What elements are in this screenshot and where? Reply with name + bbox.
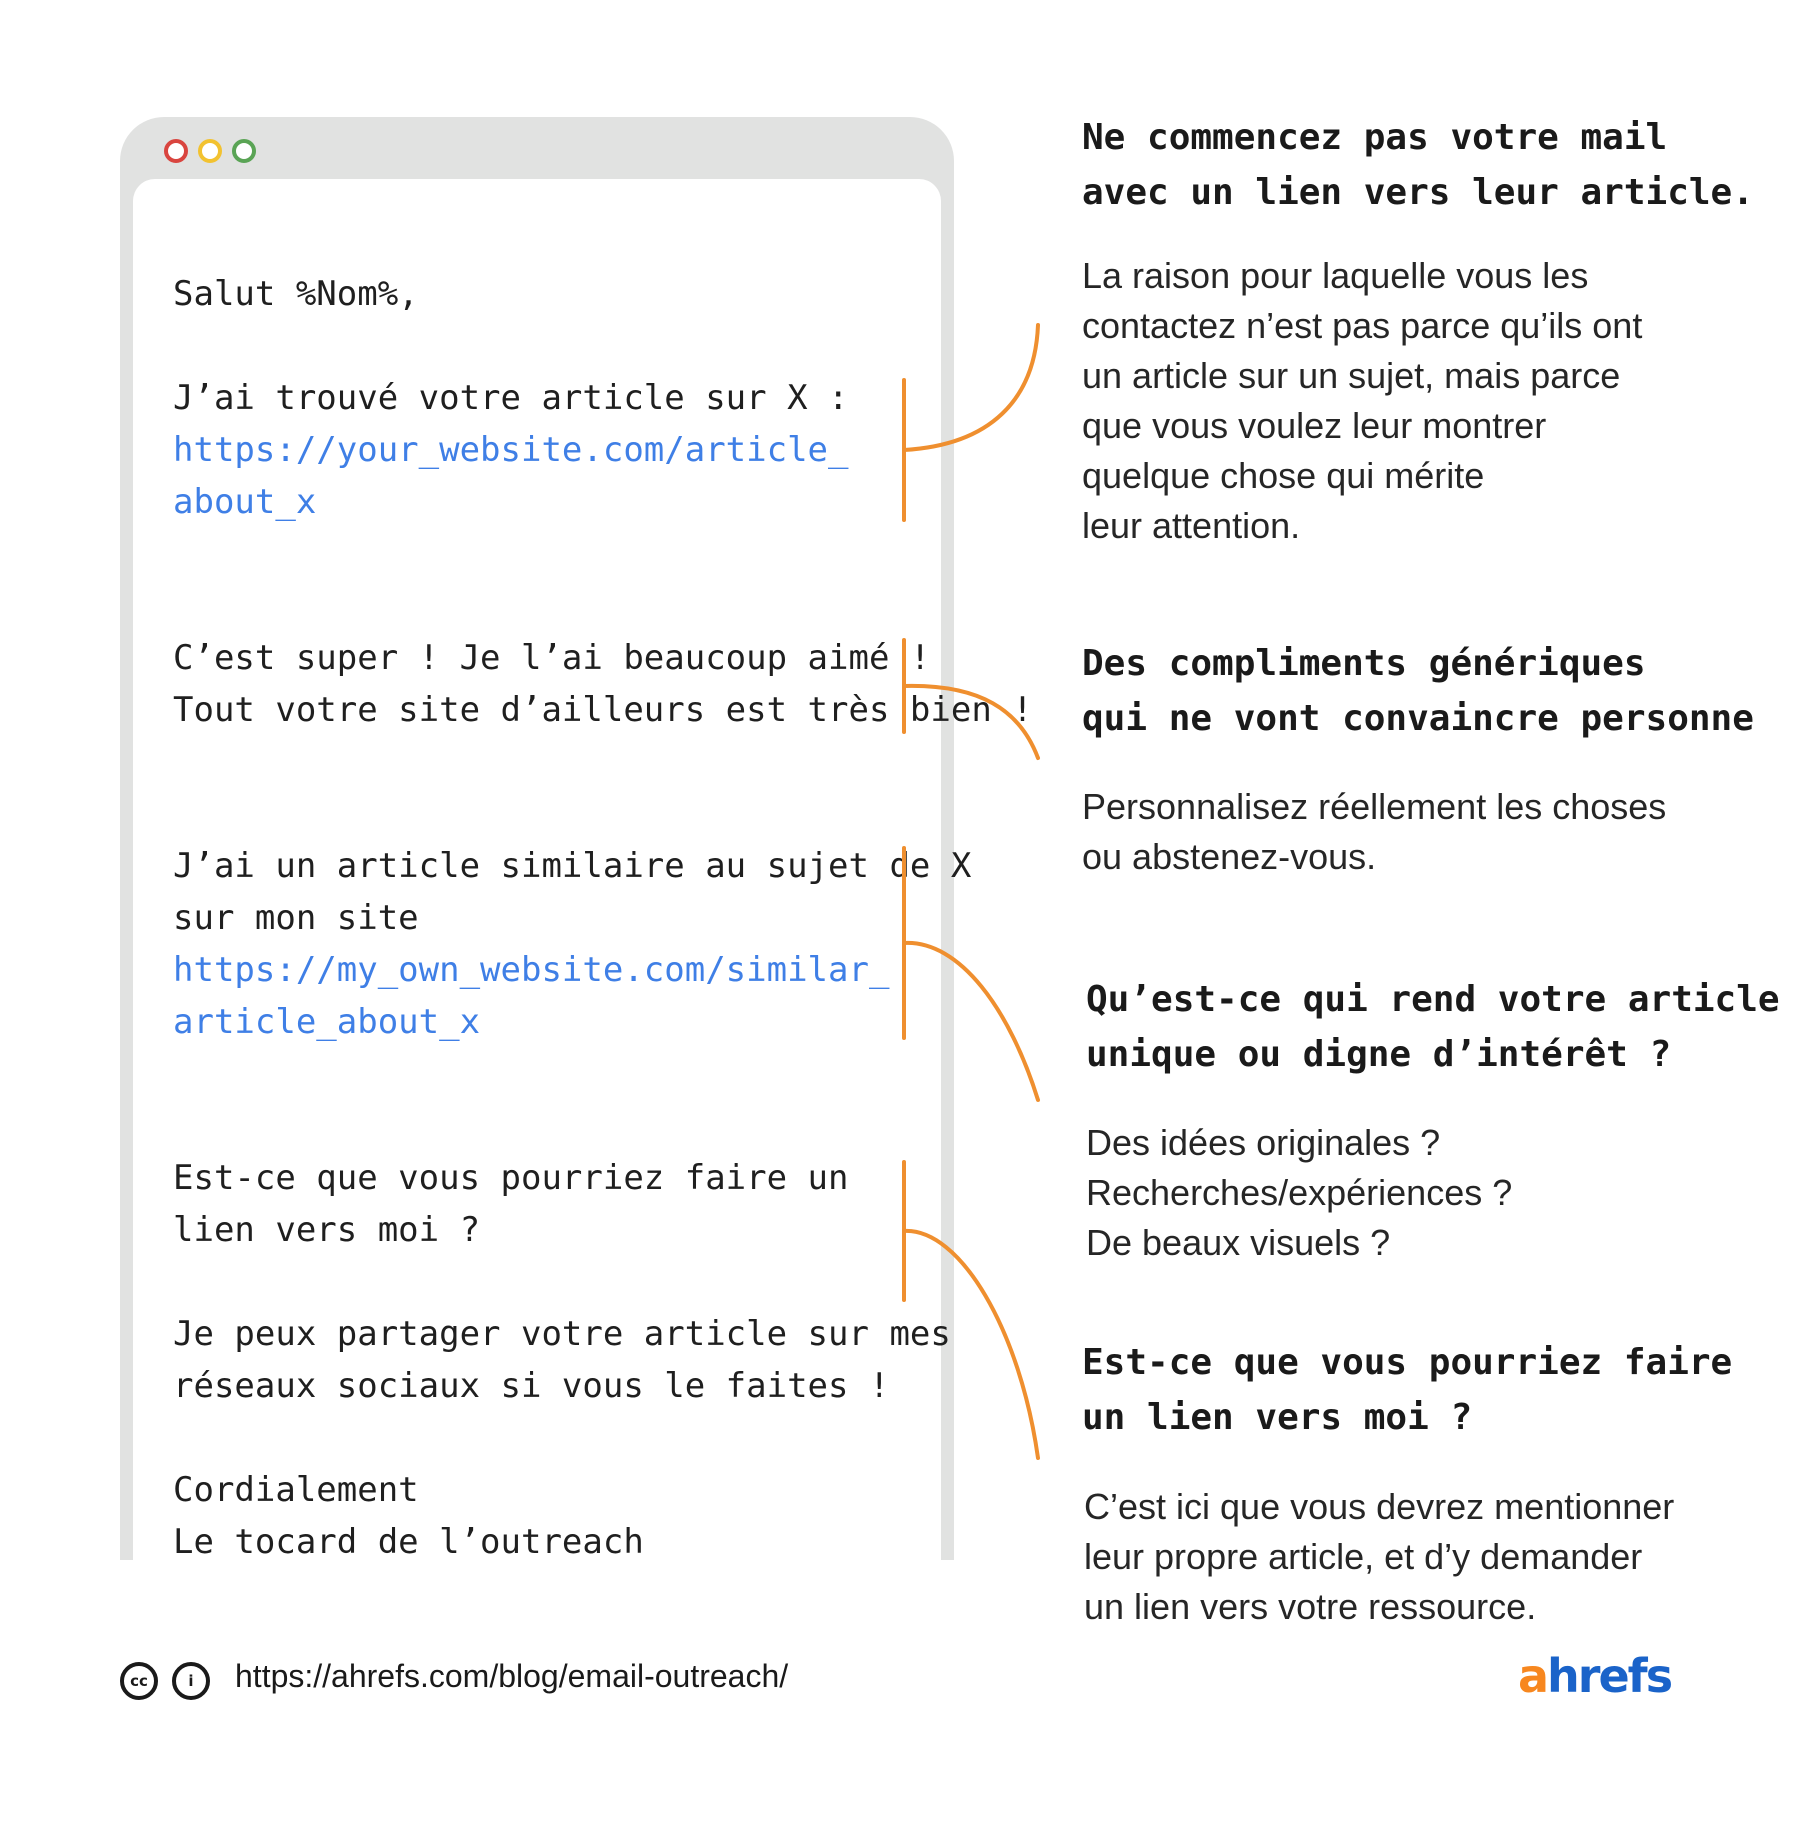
note-1-body-line-3: un article sur un sujet, mais parce: [1082, 355, 1621, 396]
note-1-body-line-1: La raison pour laquelle vous les: [1082, 255, 1589, 296]
note-3-body-line-1: Des idées originales ?: [1086, 1122, 1441, 1163]
note-4-title-line-1: Est-ce que vous pourriez faire: [1082, 1342, 1733, 1383]
logo-a: a: [1518, 1649, 1548, 1703]
note-1-title-line-2: avec un lien vers leur article.: [1082, 172, 1754, 213]
creative-commons-icon: cc: [120, 1662, 158, 1700]
note-3-body-line-3: De beaux visuels ?: [1086, 1222, 1391, 1263]
note-4-body-line-1: C’est ici que vous devrez mentionner: [1084, 1486, 1675, 1527]
email-ask-line-1: Est-ce que vous pourriez faire un: [173, 1158, 849, 1198]
note-1-body-line-6: leur attention.: [1082, 505, 1301, 546]
email-similar-line-1: J’ai un article similaire au sujet de X: [173, 846, 972, 886]
email-share-line-1: Je peux partager votre article sur mes: [173, 1314, 951, 1354]
note-2-title-line-2: qui ne vont convaincre personne: [1082, 698, 1754, 739]
own-article-link-cont[interactable]: article_about_x: [173, 1002, 481, 1042]
connector-2: [904, 640, 1038, 758]
note-3-title-line-2: unique ou digne d’intérêt ?: [1086, 1034, 1672, 1075]
their-article-link[interactable]: https://your_website.com/article_: [173, 430, 849, 470]
note-2-title-line-1: Des compliments génériques: [1082, 643, 1646, 684]
source-url[interactable]: https://ahrefs.com/blog/email-outreach/: [235, 1658, 789, 1694]
email-signoff-line-2: Le tocard de l’outreach: [173, 1522, 644, 1562]
connector-4: [904, 1162, 1038, 1458]
note-2-body-line-2: ou abstenez-vous.: [1082, 836, 1377, 877]
note-1-title-line-1: Ne commencez pas votre mail: [1082, 117, 1668, 158]
their-article-link-cont[interactable]: about_x: [173, 482, 317, 522]
email-signoff-line-1: Cordialement: [173, 1470, 419, 1510]
note-2-body-line-1: Personnalisez réellement les choses: [1082, 786, 1667, 827]
note-1-body-line-4: que vous voulez leur montrer: [1082, 405, 1547, 446]
own-article-link[interactable]: https://my_own_website.com/similar_: [173, 950, 890, 990]
note-4-body-line-3: un lien vers votre ressource.: [1084, 1586, 1537, 1627]
email-found-intro: J’ai trouvé votre article sur X :: [173, 378, 849, 418]
connector-1: [904, 325, 1038, 520]
note-3-body-line-2: Recherches/expériences ?: [1086, 1172, 1513, 1213]
note-1-body-line-2: contactez n’est pas parce qu’ils ont: [1082, 305, 1643, 346]
note-3-title-line-1: Qu’est-ce qui rend votre article: [1086, 979, 1780, 1020]
note-1-body-line-5: quelque chose qui mérite: [1082, 455, 1485, 496]
attribution-icon: i: [172, 1662, 210, 1700]
connector-3: [904, 848, 1038, 1100]
note-4-body-line-2: leur propre article, et d’y demander: [1084, 1536, 1643, 1577]
email-ask-line-2: lien vers moi ?: [173, 1210, 481, 1250]
email-share-line-2: réseaux sociaux si vous le faites !: [173, 1366, 890, 1406]
note-4-title-line-2: un lien vers moi ?: [1082, 1397, 1473, 1438]
email-greeting: Salut %Nom%,: [173, 274, 419, 314]
logo-rest: hrefs: [1547, 1649, 1672, 1703]
ahrefs-logo[interactable]: [1518, 1648, 1671, 1704]
email-compliment-line-1: C’est super ! Je l’ai beaucoup aimé !: [173, 638, 931, 678]
email-similar-line-2: sur mon site: [173, 898, 419, 938]
email-compliment-line-2: Tout votre site d’ailleurs est très bien !: [173, 690, 1033, 730]
